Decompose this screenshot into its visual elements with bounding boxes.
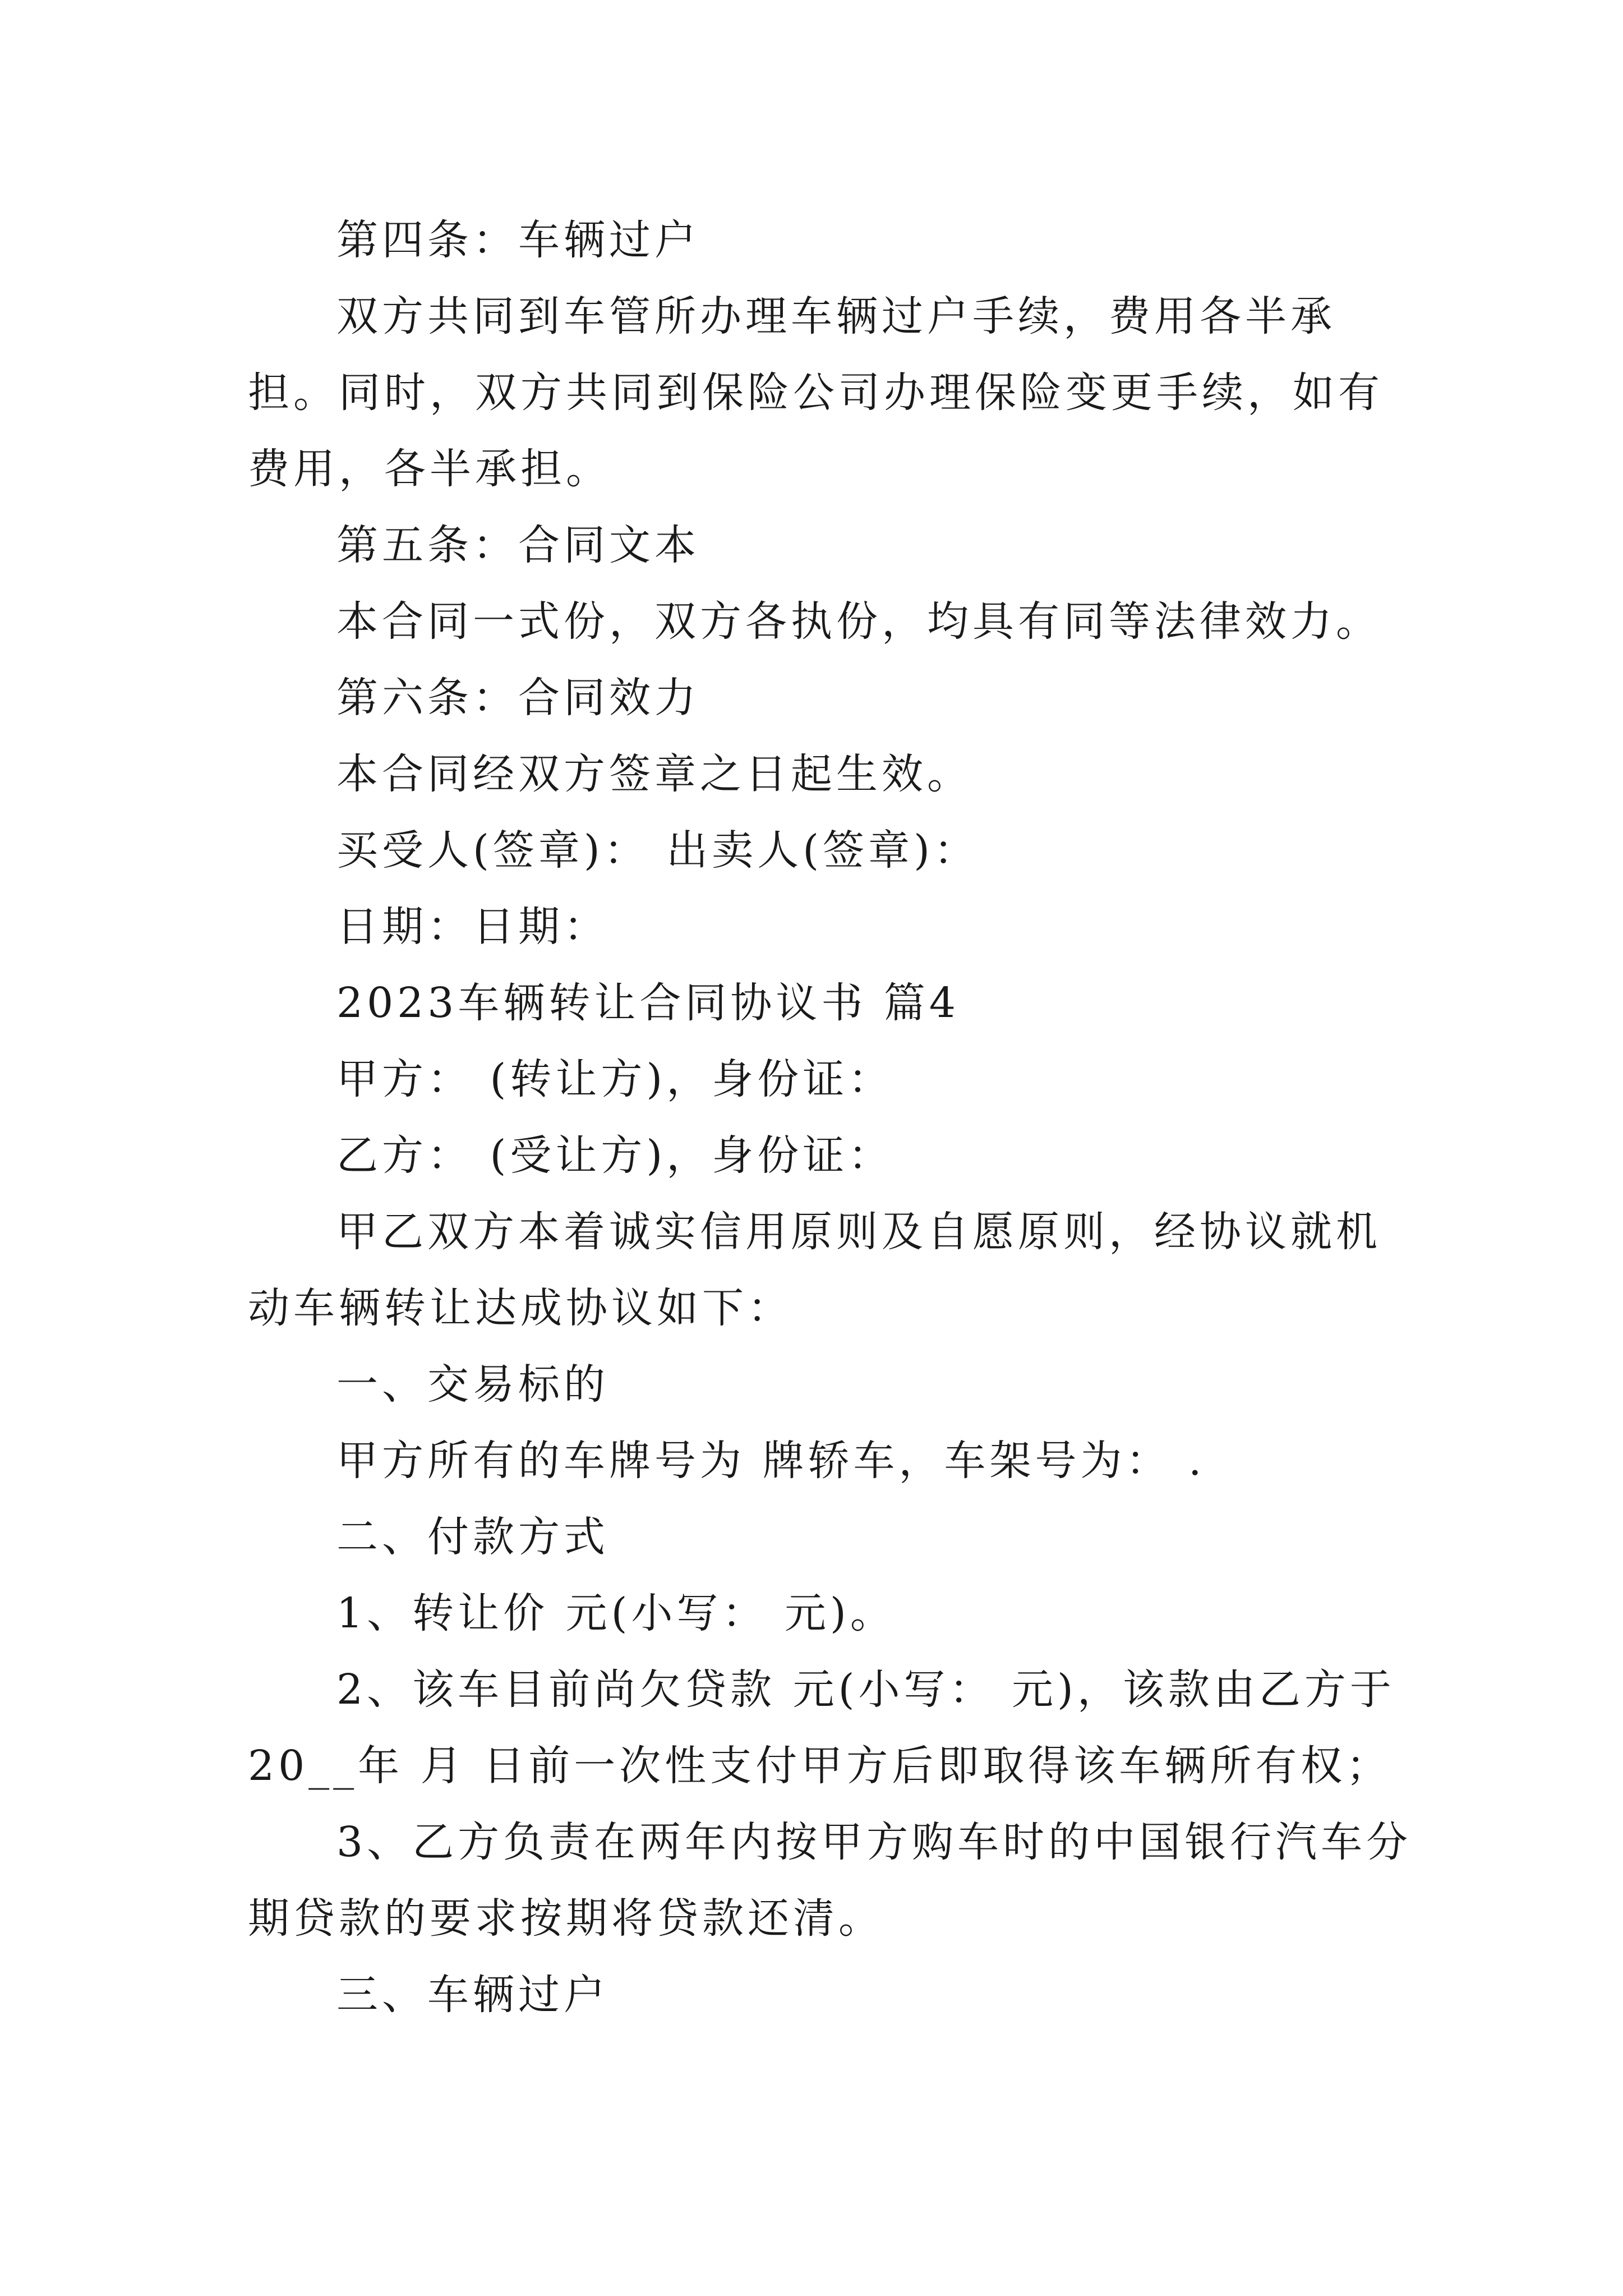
paragraph-contract-copies: 本合同一式份，双方各执份，均具有同等法律效力。 [336, 597, 1381, 646]
heading-payment-method: 二、付款方式 [336, 1513, 609, 1561]
paragraph-vehicle-info: 甲方所有的车牌号为 牌轿车，车架号为： . [336, 1437, 1206, 1485]
paragraph-loan-repayment: 3、乙方负责在两年内按甲方购车时的中国银行汽车分期贷款的要求按期将贷款还清。 [248, 1818, 1412, 1943]
paragraph-outstanding-loan: 2、该车目前尚欠贷款 元(小写： 元)，该款由乙方于20__年 月 日前一次性支付甲方后即取得该车辆所有权； [248, 1665, 1395, 1790]
paragraph-transfer-procedure: 双方共同到车管所办理车辆过户手续，费用各半承担。同时，双方共同到保险公司办理保险变更手续，如有费用，各半承担。 [248, 292, 1384, 493]
paragraph-contract-effect: 本合同经双方签章之日起生效。 [336, 750, 972, 798]
paragraph-transfer-price: 1、转让价 元(小写： 元)。 [336, 1589, 896, 1637]
signature-line: 买受人(签章)： 出卖人(签章)： [336, 826, 980, 875]
heading-article-4: 第四条：车辆过户 [336, 216, 700, 264]
paragraph-agreement-intro: 甲乙双方本着诚实信用原则及自愿原则，经协议就机动车辆转让达成协议如下： [248, 1208, 1381, 1332]
heading-article-6: 第六条：合同效力 [336, 674, 700, 722]
document-body [248, 202, 1420, 2033]
heading-article-5: 第五条：合同文本 [336, 521, 700, 569]
date-line: 日期：日期： [336, 903, 609, 951]
party-b-line: 乙方： (受让方)，身份证： [336, 1131, 894, 1180]
heading-vehicle-transfer: 三、车辆过户 [336, 1971, 609, 2019]
party-a-line: 甲方： (转让方)，身份证： [336, 1055, 894, 1103]
section-title: 2023车辆转让合同协议书 篇4 [336, 979, 960, 1027]
heading-transaction-subject: 一、交易标的 [336, 1360, 609, 1409]
